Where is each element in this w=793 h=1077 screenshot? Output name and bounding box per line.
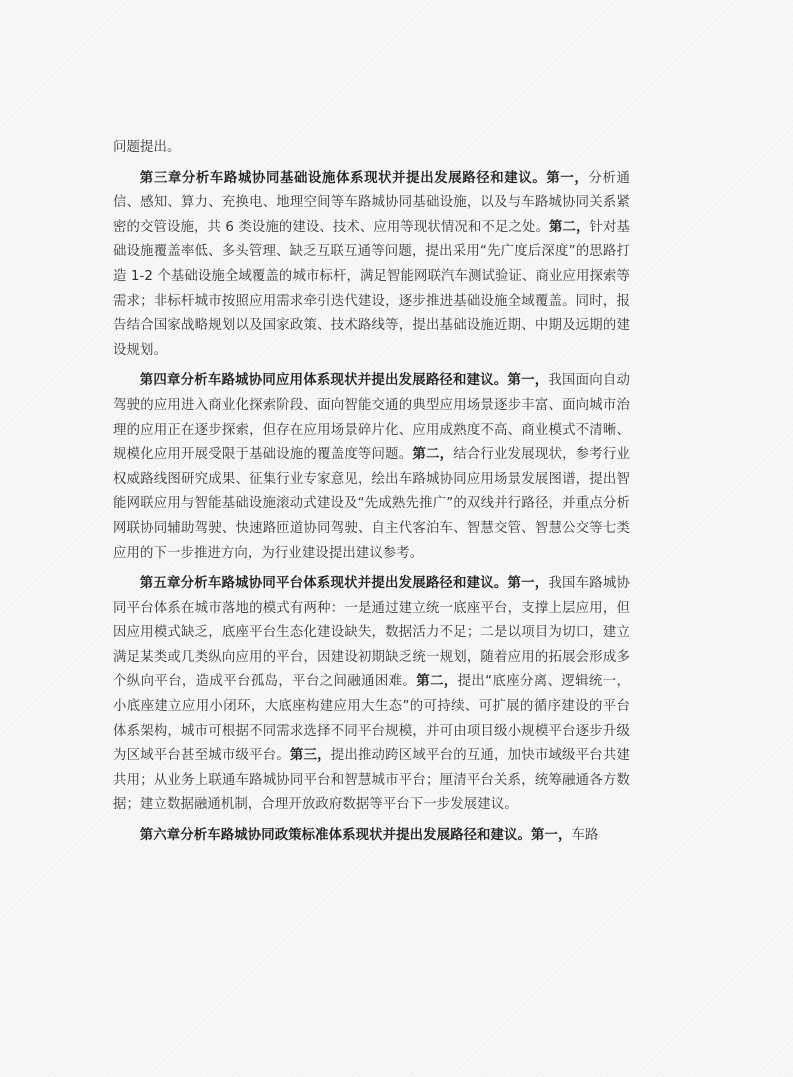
chapter-heading-text: 第四章分析车路城协同应用体系现状并提出发展路径和建议。第一， <box>139 373 549 389</box>
paragraph-text: 针对基础设施覆盖率低、多头管理、缺乏互联互通等问题，提出采用“先广度后深度”的思路打造 1-2 个基础设施全域覆盖的城市标杆，满足智能网联汽车测试验证、商业应用探索等需求；非标杆城市按照应用需求牵引迭代建设，逐步推进基础设施全域覆盖。同时，报告结合国家战略规划以及国家政策、技术路线等，提出基础设施近期、中期及远期的建设规划。 <box>113 219 630 358</box>
chapter-heading-text: 第五章分析车路城协同平台体系现状并提出发展路径和建议。第一， <box>139 576 549 592</box>
paragraph-chapter-4 <box>113 369 630 566</box>
paragraph-text: 分析通信、感知、算力、充换电、地理空间等车路城协同基础设施，以及与车路城协同关系紧密的交管设施，共 6 类设施的建设、技术、应用等现状情况和不足之处。 <box>113 170 630 235</box>
paragraph-text: 车路 <box>571 828 599 844</box>
paragraph <box>113 136 630 161</box>
paragraph-chapter-6 <box>113 824 630 849</box>
paragraph-text: 提出推动跨区域平台的互通，加快市域级平台共建共用；从业务上联通车路城协同平台和智慧城市平台；厘清平台关系，统筹融通各方数据；建立数据融通机制，合理开放政府数据等平台下一步发展建议。 <box>113 748 630 813</box>
paragraph-chapter-3 <box>113 167 630 364</box>
paragraph-text: 结合行业发展现状，参考行业权威路线图研究成果、征集行业专家意见，绘出车路城协同应用场景发展图谱，提出智能网联应用与智能基础设施滚动式建设及“先成熟先推广”的双线并行路径，并重点分析网联协同辅助驾驶、快速路匝道协同驾驶、自主代客泊车、智慧交管、智慧公交等七类应用的下一步推进方向，为行业建设提出建议参考。 <box>113 447 630 561</box>
paragraph-chapter-5 <box>113 572 630 818</box>
document-body <box>113 136 630 855</box>
chapter-heading-text: 第三章分析车路城协同基础设施体系现状并提出发展路径和建议。第一， <box>139 170 589 186</box>
point-marker: 第二， <box>548 219 590 235</box>
paragraph-text: 提出“底座分离、逻辑统一，小底座建立应用小闭环，大底座构建应用大生态”的可持续、可扩展的循序建设的平台体系架构，城市可根据不同需求选择不同平台规模，并可由项目级小规模平台逐步升级为区域平台甚至城市级平台。 <box>113 674 630 764</box>
chapter-heading-text: 第六章分析车路城协同政策标准体系现状并提出发展路径和建议。第一， <box>139 828 572 844</box>
paragraph-text: 问题提出。 <box>113 140 181 155</box>
point-marker: 第二， <box>412 447 454 463</box>
paragraph-text: 我国车路城协同平台体系在城市落地的模式有两种：一是通过建立统一底座平台，支撑上层应用，但因应用模式缺乏，底座平台生态化建设缺失，数据活力不足；二是以项目为切口，建立满足某类或几类纵向应用的平台，因建设初期缺乏统一规划，随着应用的拓展会形成多个纵向平台，造成平台孤岛，平台之间融通困难。 <box>113 576 630 690</box>
point-marker: 第三， <box>289 748 331 764</box>
paragraph-text: 我国面向自动驾驶的应用进入商业化探索阶段、面向智能交通的典型应用场景逐步丰富、面向城市治理的应用正在逐步探索，但存在应用场景碎片化、应用成熟度不高、商业模式不清晰、规模化应用开展受限于基础设施的覆盖度等问题。 <box>113 373 630 463</box>
point-marker: 第二， <box>416 674 458 690</box>
